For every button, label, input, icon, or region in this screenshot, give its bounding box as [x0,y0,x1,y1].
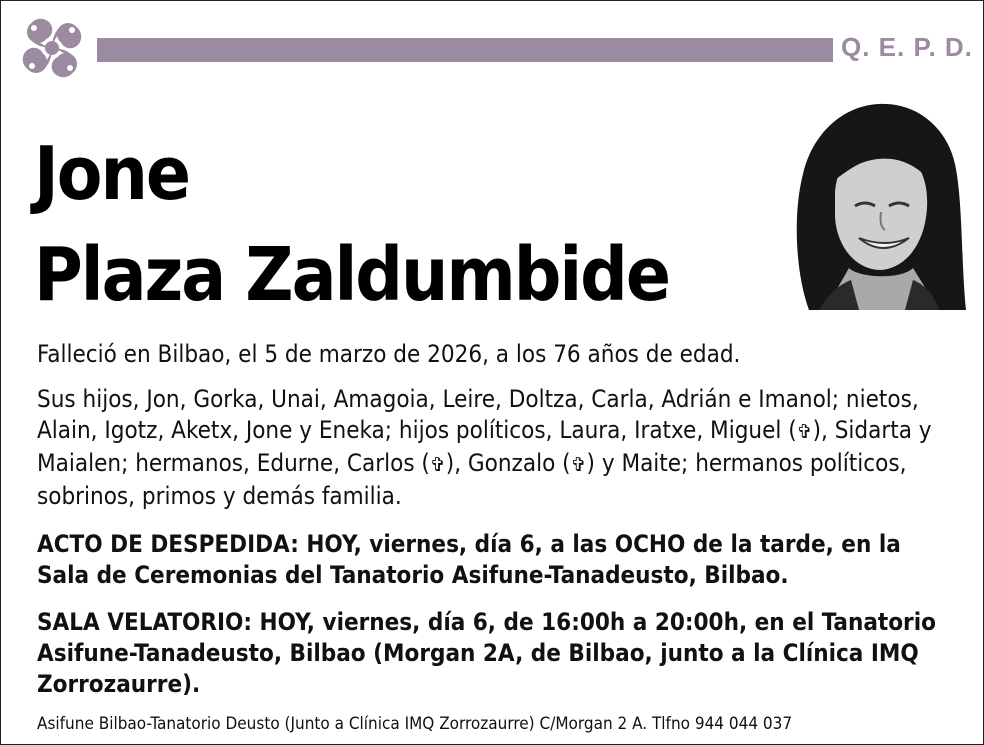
deceased-surnames: Plaza Zaldumbide [34,232,670,318]
wake-room: SALA VELATORIO: HOY, viernes, día 6, de 16:00h a 20:00h, en el Tanatorio Asifune-Tanadeusto, Bilbao (Morgan 2A, de Bilbao, junto a la Clínica IMQ Zorrozaurre). [37,608,936,698]
family-text-c: ), Gonzalo ( [445,449,571,477]
family-paragraph [37,384,957,512]
obituary-header [0,0,984,90]
cross-icon: ✞ [429,454,446,476]
cross-icon: ✞ [796,421,813,443]
family-text-b: ), Sidarta y Maialen; hermanos, Edurne, Carlos ( [37,416,932,477]
family-text-d: ) y Maite; hermanos políticos, sobrinos, primos y demás familia. [37,449,907,510]
qepd-label: Q. E. P. D. [841,32,973,62]
deceased-photo [789,102,966,310]
cross-icon: ✞ [570,454,587,476]
family-text-a: Sus hijos, Jon, Gorka, Unai, Amagoia, Leire, Doltza, Carla, Adrián e Imanol; nietos, Alain, Igotz, Aketx, Jone y Eneka; hijos políticos, Laura, Iratxe, Miguel ( [37,385,919,444]
funeral-home-info: Asifune Bilbao-Tanatorio Deusto (Junto a Clínica IMQ Zorrozaurre) C/Morgan 2 A. Tlfno 944 044 037 [37,714,793,734]
header-bar [97,38,833,62]
farewell-ceremony: ACTO DE DESPEDIDA: HOY, viernes, día 6, a las OCHO de la tarde, en la Sala de Ceremonias del Tanatorio Asifune-Tanadeusto, Bilbao. [37,530,901,589]
lauburu-icon [12,8,92,88]
death-notice: Falleció en Bilbao, el 5 de marzo de 2026, a los 76 años de edad. [37,340,741,368]
deceased-first-name: Jone [34,131,190,217]
